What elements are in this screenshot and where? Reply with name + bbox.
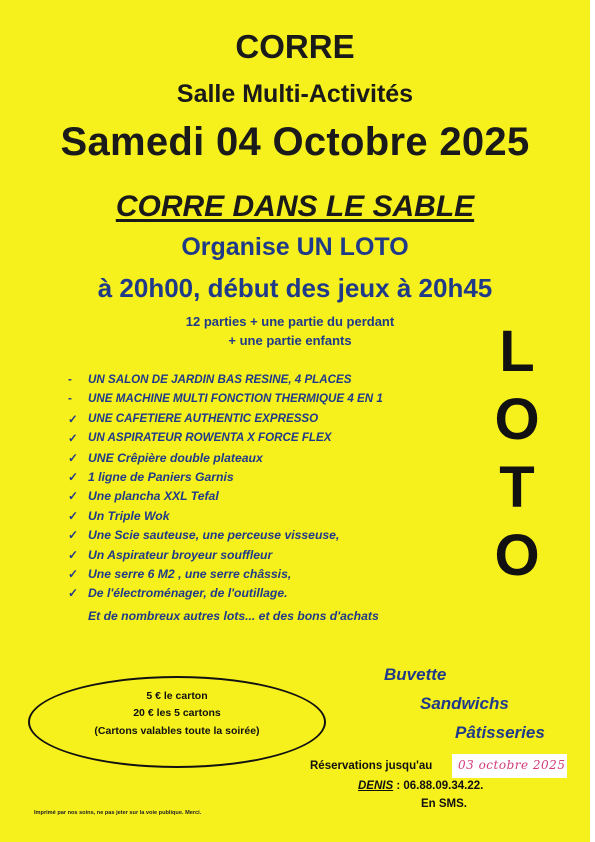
sms-note: En SMS. bbox=[421, 798, 468, 810]
event-name: Organise UN LOTO bbox=[181, 233, 409, 261]
check-icon: ✓ bbox=[68, 586, 79, 601]
prize-item: ✓ Un Triple Wok bbox=[68, 508, 170, 523]
service-sandwichs: Sandwichs bbox=[420, 694, 509, 713]
price-bundle: 20 € les 5 cartons bbox=[133, 707, 221, 719]
service-patisseries: Pâtisseries bbox=[455, 723, 545, 742]
prize-item: - UN SALON DE JARDIN BAS RESINE, 4 PLACES bbox=[68, 373, 352, 386]
loto-letter: O bbox=[494, 387, 540, 452]
prize-item: ✓ Une serre 6 M2 , une serre châssis, bbox=[68, 566, 292, 581]
check-icon: ✓ bbox=[68, 432, 78, 446]
prize-item: ✓ UNE CAFETIERE AUTHENTIC EXPRESSO bbox=[68, 411, 319, 426]
footer-note: Imprimé par nos soins, ne pas jeter sur la voie publique. Merci. bbox=[34, 810, 202, 816]
contact-name: DENIS bbox=[358, 780, 394, 792]
town-title: CORRE bbox=[235, 28, 355, 65]
handwritten-date-label bbox=[452, 754, 567, 778]
check-icon: ✓ bbox=[68, 469, 79, 484]
loto-letter: O bbox=[494, 523, 540, 588]
loto-letter: L bbox=[499, 319, 535, 384]
handwritten-date: 03 octobre 2025 bbox=[458, 758, 566, 772]
organizer-name: CORRE DANS LE SABLE bbox=[115, 190, 475, 223]
parts-info-line1: 12 parties + une partie du perdant bbox=[185, 314, 395, 329]
prize-item: ✓ Une Scie sauteuse, une perceuse visseuse, bbox=[68, 528, 340, 543]
venue-title: Salle Multi-Activités bbox=[176, 80, 414, 108]
prize-item: - UNE MACHINE MULTI FONCTION THERMIQUE 4 EN 1 bbox=[68, 392, 383, 406]
phone-number: : 06.88.09.34.22. bbox=[393, 780, 484, 792]
prize-item: ✓ De l'électroménager, de l'outillage. bbox=[68, 586, 288, 601]
event-date: Samedi 04 Octobre 2025 bbox=[60, 120, 530, 164]
contact-phone bbox=[358, 780, 483, 792]
prize-list bbox=[68, 373, 383, 606]
check-icon: ✓ bbox=[68, 547, 79, 562]
check-icon: ✓ bbox=[68, 412, 78, 426]
service-buvette: Buvette bbox=[384, 665, 447, 684]
check-icon: ✓ bbox=[68, 528, 79, 543]
loto-vertical-title bbox=[482, 318, 552, 590]
loto-letter: T bbox=[499, 455, 535, 520]
prize-item: ✓ 1 ligne de Paniers Garnis bbox=[68, 469, 234, 484]
prize-item: ✓ UNE Crêpière double plateaux bbox=[68, 450, 263, 465]
check-icon: ✓ bbox=[68, 566, 79, 581]
extra-prizes: Et de nombreux autres lots... et des bons d'achats bbox=[88, 609, 379, 623]
price-note: (Cartons valables toute la soirée) bbox=[94, 725, 260, 737]
dash-marker: - bbox=[68, 392, 72, 406]
event-time: à 20h00, début des jeux à 20h45 bbox=[97, 273, 493, 303]
dash-marker: - bbox=[68, 373, 72, 386]
page-edge bbox=[590, 0, 595, 842]
parts-info-line2: + une partie enfants bbox=[228, 333, 352, 348]
check-icon: ✓ bbox=[68, 508, 79, 523]
prize-item: ✓ Une plancha XXL Tefal bbox=[68, 489, 219, 504]
prize-item: ✓ Un Aspirateur broyeur souffleur bbox=[68, 547, 273, 562]
check-icon: ✓ bbox=[68, 450, 79, 465]
check-icon: ✓ bbox=[68, 489, 79, 504]
reservation-label: Réservations jusqu'au bbox=[310, 760, 433, 772]
prize-item: ✓ UN ASPIRATEUR ROWENTA X FORCE FLEX bbox=[68, 431, 332, 446]
price-single: 5 € le carton bbox=[146, 690, 208, 702]
